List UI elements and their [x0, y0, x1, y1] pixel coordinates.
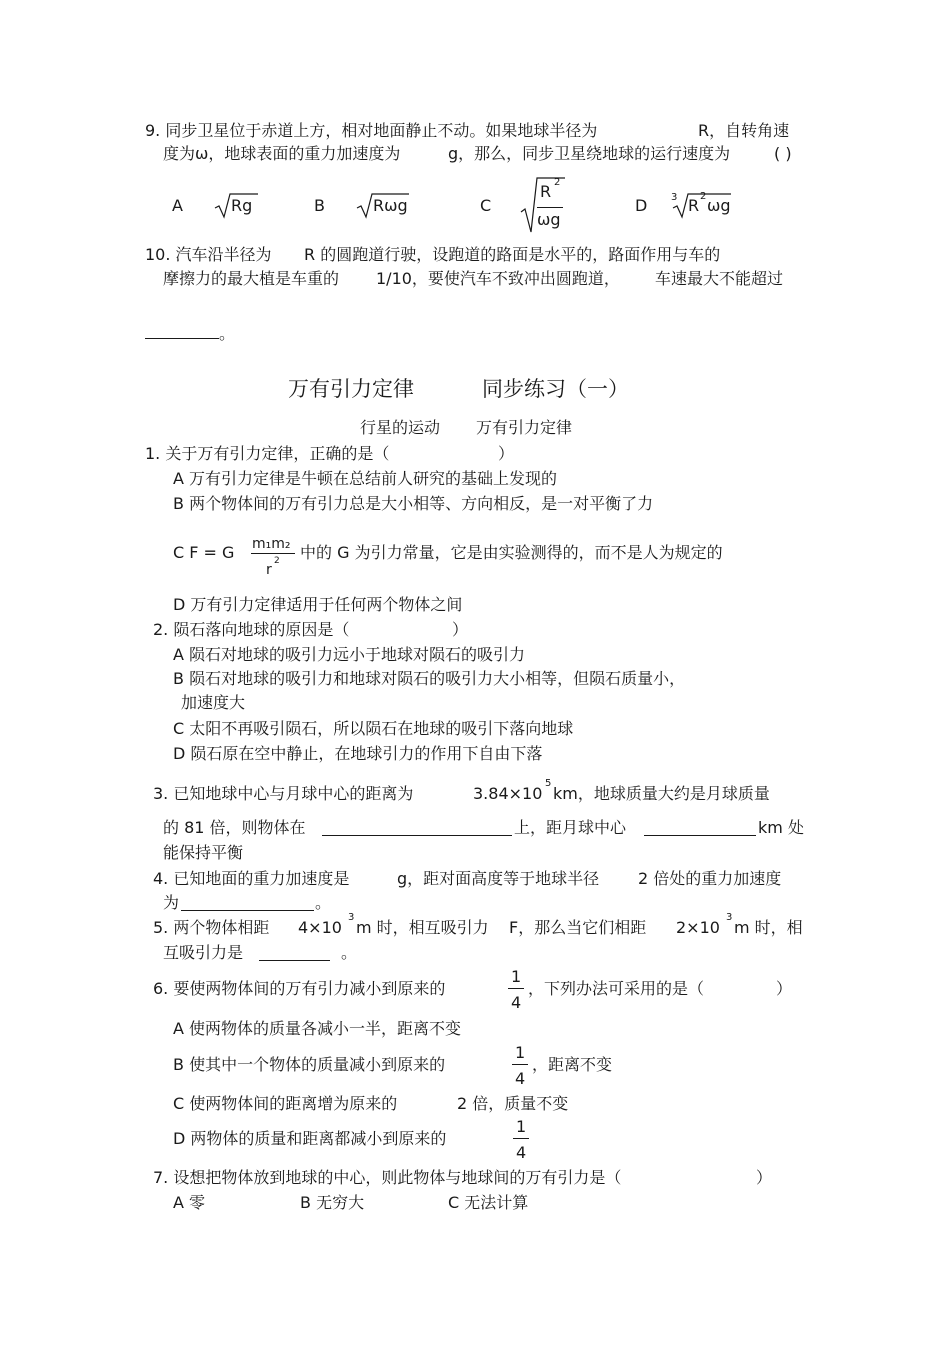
- p6-option-b-post: ，距离不变: [532, 1055, 613, 1074]
- p5-line1-e: 2×10: [676, 918, 720, 937]
- p1-option-c-den: r: [266, 562, 272, 578]
- fraction-bar: [508, 988, 524, 989]
- p6-frac-num: 1: [511, 967, 522, 986]
- p5-line1-d: F，那么当它们相距: [509, 918, 647, 937]
- page-title-left: 万有引力定律: [288, 377, 414, 401]
- q9-option-a-label: A: [172, 196, 183, 215]
- p5-answer-blank[interactable]: [259, 946, 330, 961]
- p6-option-c-a: C 使两物体间的距离增为原来的: [173, 1094, 398, 1113]
- subtitle-right: 万有引力定律: [476, 418, 573, 437]
- p5-line1-a: 5. 两个物体相距: [153, 918, 270, 937]
- p3-exp: 5: [545, 778, 552, 789]
- q9-option-c-label: C: [480, 196, 492, 215]
- p3-answer-blank-1[interactable]: [322, 821, 512, 836]
- page-title-right: 同步练习（一）: [482, 377, 629, 401]
- p6-line1-b: ，下列办法可采用的是（: [528, 979, 705, 998]
- q9-option-d-label: D: [635, 196, 648, 215]
- q10-answer-blank[interactable]: [145, 326, 219, 339]
- p4-line1-b: g，距对面高度等于地球半径: [397, 869, 600, 888]
- p7-option-a: A 零: [173, 1193, 206, 1212]
- p1-option-c-num: m₁m₂: [252, 536, 291, 552]
- p2-option-a: A 陨石对地球的吸引力远小于地球对陨石的吸引力: [173, 645, 526, 664]
- p6-option-b-pre: B 使其中一个物体的质量减小到原来的: [173, 1055, 446, 1074]
- q9-paren: ( ): [774, 144, 792, 163]
- q9-line1-r: R，自转角速: [698, 121, 790, 140]
- q9-line1: 9. 同步卫星位于赤道上方，相对地面静止不动。如果地球半径为: [145, 121, 598, 140]
- fraction-bar: [537, 207, 563, 208]
- p2-option-d: D 陨石原在空中静止，在地球引力的作用下自由下落: [173, 744, 543, 763]
- p1-option-c-pre: C F = G: [173, 543, 235, 562]
- p3-line1-b: 3.84×10: [473, 784, 543, 803]
- q10-line2-a: 摩擦力的最大植是车重的: [163, 269, 340, 288]
- subtitle-left: 行星的运动: [360, 418, 441, 437]
- p7-option-b: B 无穷大: [300, 1193, 365, 1212]
- q10-end: 。: [219, 324, 236, 343]
- q9-option-c-num: R: [540, 182, 552, 201]
- q10-line1-a: 10. 汽车沿半径为: [145, 245, 272, 264]
- p1-option-d: D 万有引力定律适用于任何两个物体之间: [173, 595, 463, 614]
- p3-answer-blank-2[interactable]: [644, 821, 756, 836]
- q9-line2-g: g，那么，同步卫星绕地球的运行速度为: [448, 144, 731, 163]
- p2-stem: 2. 陨石落向地球的原因是（: [153, 620, 350, 639]
- p4-end: 。: [315, 893, 332, 912]
- p3-line2-b: 上，距月球中心: [514, 818, 627, 837]
- p6-option-d-pre: D 两物体的质量和距离都减小到原来的: [173, 1129, 447, 1148]
- p2-option-b-line2: 加速度大: [181, 693, 246, 712]
- q9-option-d-expr-a: R: [688, 196, 700, 215]
- q9-option-d-index: 3: [671, 192, 678, 203]
- p5-end: 。: [341, 943, 358, 962]
- fraction-bar: [512, 1064, 528, 1065]
- p7-option-c: C 无法计算: [448, 1193, 529, 1212]
- p1-close: ）: [498, 444, 515, 463]
- p4-line1-c: 2 倍处的重力加速度: [638, 869, 782, 888]
- p1-option-b: B 两个物体间的万有引力总是大小相等、方向相反，是一对平衡了力: [173, 494, 654, 513]
- p6-option-c-b: 2 倍，质量不变: [457, 1094, 569, 1113]
- q9-option-d-exp: 2: [700, 191, 707, 202]
- p3-line2-a: 的 81 倍，则物体在: [163, 818, 306, 837]
- p6-option-d-den: 4: [516, 1143, 527, 1162]
- p5-line2: 互吸引力是: [163, 943, 244, 962]
- q10-line2-b: 1/10，要使汽车不致冲出圆跑道，: [376, 269, 620, 288]
- q9-option-b-label: B: [314, 196, 325, 215]
- p4-line2: 为: [163, 893, 180, 912]
- p2-close: ）: [452, 620, 469, 639]
- p2-option-c: C 太阳不再吸引陨石，所以陨石在地球的吸引下落向地球: [173, 719, 574, 738]
- q10-line1-b: R 的圆跑道行驶，设跑道的路面是水平的，路面作用与车的: [304, 245, 721, 264]
- p3-line1-c: km，地球质量大约是月球质量: [553, 784, 770, 803]
- p5-exp2: 3: [726, 912, 733, 923]
- p6-option-b-den: 4: [515, 1069, 526, 1088]
- p5-line1-b: 4×10: [298, 918, 342, 937]
- p5-line1-f: m 时，相: [734, 918, 803, 937]
- p4-answer-blank[interactable]: [181, 896, 314, 911]
- p6-line1-a: 6. 要使两物体间的万有引力减小到原来的: [153, 979, 446, 998]
- p6-option-b-num: 1: [515, 1043, 526, 1062]
- p3-line1-a: 3. 已知地球中心与月球中心的距离为: [153, 784, 414, 803]
- p5-line1-c: m 时，相互吸引力: [356, 918, 489, 937]
- p1-option-c-post: 中的 G 为引力常量，它是由实验测得的，而不是人为规定的: [300, 543, 723, 562]
- p6-option-a: A 使两物体的质量各减小一半，距离不变: [173, 1019, 462, 1038]
- p6-close: ）: [776, 979, 793, 998]
- q9-option-c-den: ωg: [537, 210, 561, 229]
- p1-option-c-exp: 2: [274, 556, 280, 566]
- q9-option-b-expr: Rωg: [373, 196, 408, 215]
- q9-option-d-expr-b: ωg: [707, 196, 731, 215]
- q9-option-c-exp: 2: [554, 177, 561, 188]
- p2-option-b-line1: B 陨石对地球的吸引力和地球对陨石的吸引力大小相等，但陨石质量小，: [173, 669, 686, 688]
- q9-option-a-expr: Rg: [231, 196, 253, 215]
- fraction-bar: [513, 1138, 529, 1139]
- q10-line2-c: 车速最大不能超过: [655, 269, 784, 288]
- p6-frac-den: 4: [511, 993, 522, 1012]
- fraction-bar: [251, 553, 295, 554]
- p6-option-d-num: 1: [516, 1117, 527, 1136]
- p5-exp1: 3: [348, 912, 355, 923]
- p1-option-a: A 万有引力定律是牛顿在总结前人研究的基础上发现的: [173, 469, 558, 488]
- p1-stem: 1. 关于万有引力定律，正确的是（: [145, 444, 390, 463]
- p4-line1-a: 4. 已知地面的重力加速度是: [153, 869, 350, 888]
- q9-line2: 度为ω，地球表面的重力加速度为: [163, 144, 401, 163]
- p3-line2-c: km 处: [758, 818, 804, 837]
- p7-close: ）: [756, 1168, 773, 1187]
- p3-line3: 能保持平衡: [163, 843, 244, 862]
- p7-stem: 7. 设想把物体放到地球的中心，则此物体与地球间的万有引力是（: [153, 1168, 622, 1187]
